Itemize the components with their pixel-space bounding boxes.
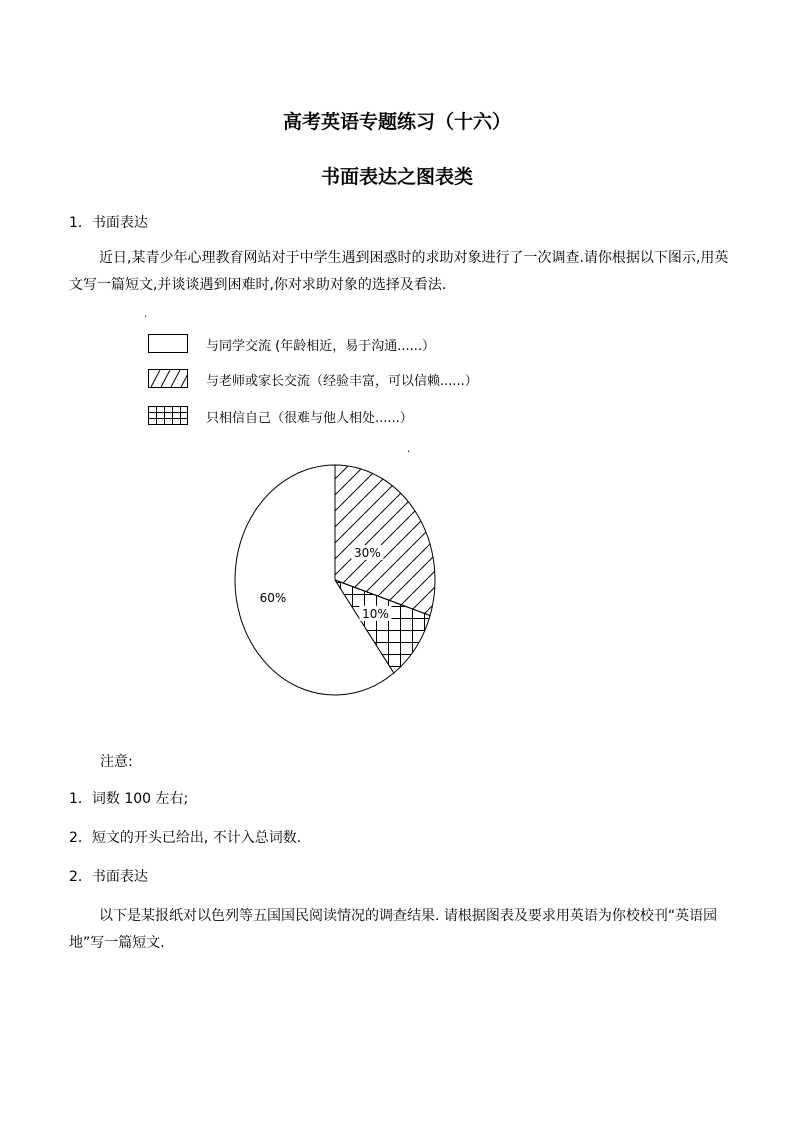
note-2: 2．短文的开头已给出, 不计入总词数.: [69, 830, 302, 846]
pie-chart: [220, 450, 460, 710]
question-1-prompt: 近日,某青少年心理教育网站对于中学生遇到困惑时的求助对象进行了一次调查.请你根据以下图示,用英文写一篇短文,并谈谈遇到困难时,你对求助对象的选择及看法.: [69, 250, 729, 293]
pie-slice-label: 30%: [354, 545, 381, 560]
page-subtitle: 书面表达之图表类: [320, 166, 473, 188]
legend-swatch-grid: [148, 406, 188, 425]
pie-slices: [235, 465, 435, 695]
stray-dot: .: [407, 444, 411, 455]
legend-label: 只相信自己（很难与他人相处......）: [206, 411, 413, 426]
page-title: 高考英语专题练习（十六）: [282, 111, 511, 133]
question-1-heading: 1．书面表达: [69, 215, 148, 231]
question-2-prompt: 以下是某报纸对以色列等五国国民阅读情况的调查结果. 请根据图表及要求用英语为你校校刊“英语园地”写一篇短文.: [69, 908, 718, 951]
question-2-heading: 2．书面表达: [69, 869, 148, 885]
notes-heading: 注意:: [100, 754, 133, 770]
note-1: 1．词数 100 左右;: [69, 791, 189, 807]
pie-slice-label: 60%: [259, 591, 287, 605]
stray-dot: .: [144, 309, 148, 320]
pie-slice-label: 10%: [362, 606, 389, 621]
legend-label: 与同学交流 (年龄相近，易于沟通......）: [206, 339, 435, 354]
legend-swatch-diagonal: [148, 369, 188, 388]
legend-swatch-blank: [148, 334, 188, 353]
legend-label: 与老师或家长交流（经验丰富，可以信赖......）: [206, 374, 478, 389]
